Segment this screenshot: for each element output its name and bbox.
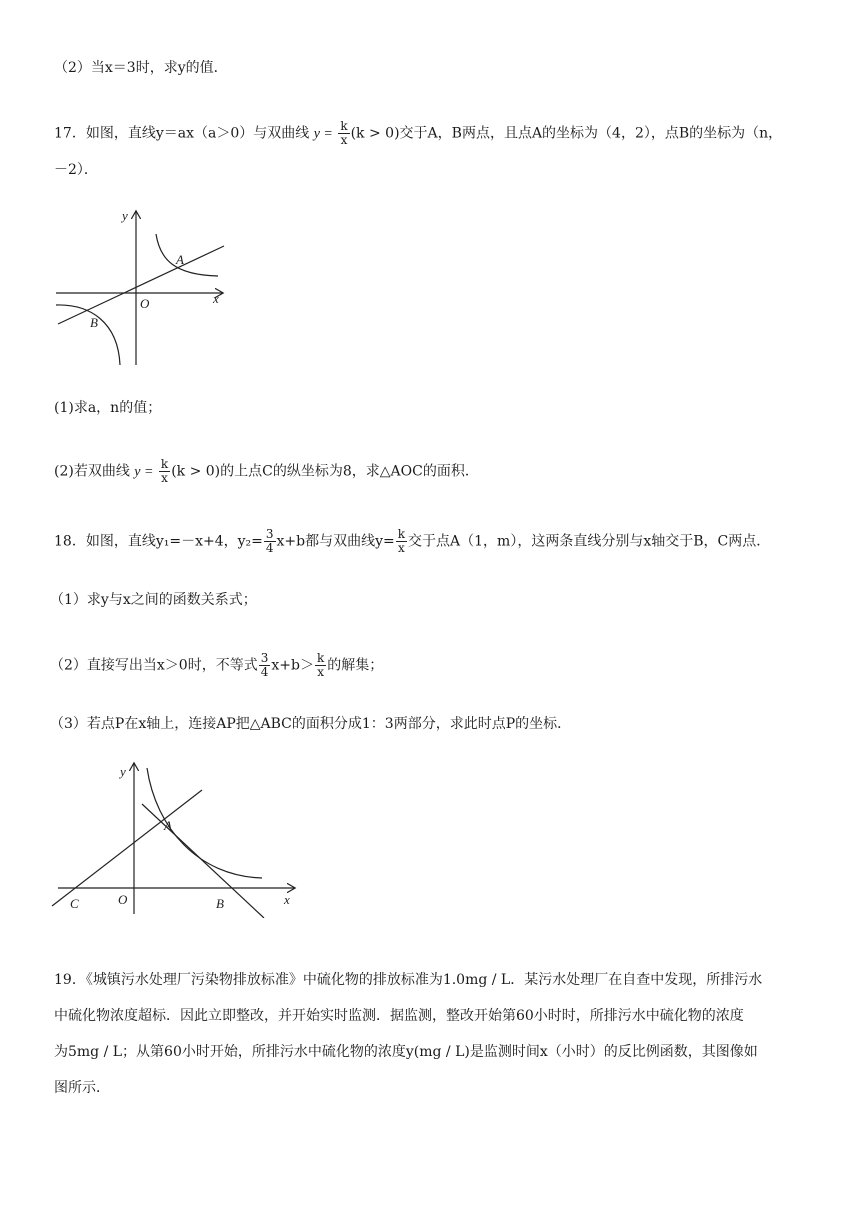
q17-part2-b: 的上点C的纵坐标为8，求△AOC的面积． [220, 463, 479, 480]
label-x: x [213, 291, 219, 306]
q18-number: 18． [54, 533, 86, 550]
label-O: O [118, 892, 128, 907]
hyperbola-branch-2 [56, 305, 120, 365]
q18-part2-a: （2）直接写出当x＞0时，不等式 [50, 657, 258, 674]
q18-part3: （3）若点P在x轴上，连接AP把△ABC的面积分成1：3两部分，求此时点P的坐标． [50, 716, 572, 732]
q18-stem-b: x+b都与双曲线y= [276, 533, 395, 550]
label-B: B [90, 315, 98, 330]
fraction-3-over-4 [264, 528, 276, 555]
q19-line3: 为5mg / L；从第60小时开始，所排污水中硫化物的浓度y(mg / L)是监测时间x（小时）的反比例函数，其图像如 [54, 1044, 758, 1060]
q17-number: 17． [54, 125, 86, 142]
math-y-eq: y = [134, 464, 154, 480]
frac-num: k [397, 527, 406, 541]
q17-graph [50, 200, 230, 370]
fraction-3-over-4 [259, 652, 271, 679]
label-A: A [176, 252, 184, 267]
label-x: x [284, 892, 290, 907]
frac-num: k [160, 457, 169, 471]
q17-part2 [54, 458, 479, 485]
label-B: B [216, 896, 224, 911]
q17-part1: (1)求a，n的值； [54, 400, 162, 416]
q17-stem-c: 交于A，B两点，且点A的坐标为（4，2），点B的坐标为（n， [399, 125, 783, 142]
q16-part2: （2）当x＝3时，求y的值． [54, 60, 228, 76]
q18-graph [48, 758, 308, 918]
frac-num: k [316, 651, 325, 665]
math-condition: (k > 0) [350, 125, 400, 142]
q19-line1: 19．《城镇污水处理厂污染物排放标准》中硫化物的排放标准为1.0mg / L．某污水处理厂在自查中发现，所排污水 [54, 972, 763, 988]
fraction-k-over-x [159, 458, 170, 485]
q17-stem-a: 如图，直线 [85, 125, 156, 142]
hyperbola-branch-1 [156, 234, 218, 276]
q17-stem [54, 120, 782, 147]
q18-stem [54, 528, 770, 555]
label-y: y [120, 764, 126, 779]
q19-line2: 中硫化物浓度超标．因此立即整改，并开始实时监测．据监测，整改开始第60小时时，所排污水中硫化物的浓度 [54, 1008, 744, 1024]
q19-text [54, 962, 806, 1106]
fraction-k-over-x [338, 120, 349, 147]
q18-part2-b: x+b＞ [271, 657, 314, 674]
fraction-k-over-x [315, 652, 326, 679]
q18-stem-a: 如图，直线y₁=－x+4，y₂= [85, 533, 263, 550]
frac-num: k [340, 119, 348, 133]
frac-num: 3 [260, 651, 269, 665]
math-y-eq: y = [313, 126, 333, 142]
q18-part1: （1）求y与x之间的函数关系式； [50, 592, 257, 608]
label-y: y [122, 208, 128, 223]
frac-den: 4 [265, 541, 274, 555]
frac-den: x [340, 133, 348, 147]
q17-stem-continued: －2）． [54, 162, 98, 178]
q18-part2-c: 的解集； [327, 657, 384, 674]
frac-den: x [317, 665, 324, 679]
frac-den: x [398, 541, 405, 555]
frac-num: 3 [265, 527, 274, 541]
q18-part2 [50, 652, 383, 679]
label-C: C [70, 896, 79, 911]
frac-den: 4 [260, 665, 269, 679]
label-O: O [140, 296, 150, 311]
frac-den: x [161, 471, 168, 485]
math-condition: (k > 0) [171, 463, 221, 480]
label-A: A [164, 818, 172, 833]
q18-stem-c: 交于点A（1，m），这两条直线分别与x轴交于B，C两点． [408, 533, 771, 550]
fraction-k-over-x [396, 528, 407, 555]
q17-stem-b: y＝ax（a＞0）与双曲线 [155, 125, 310, 142]
line-y-ax [58, 246, 224, 324]
q19-line4: 图所示． [54, 1080, 110, 1096]
q17-part2-a: (2)若双曲线 [54, 463, 130, 480]
